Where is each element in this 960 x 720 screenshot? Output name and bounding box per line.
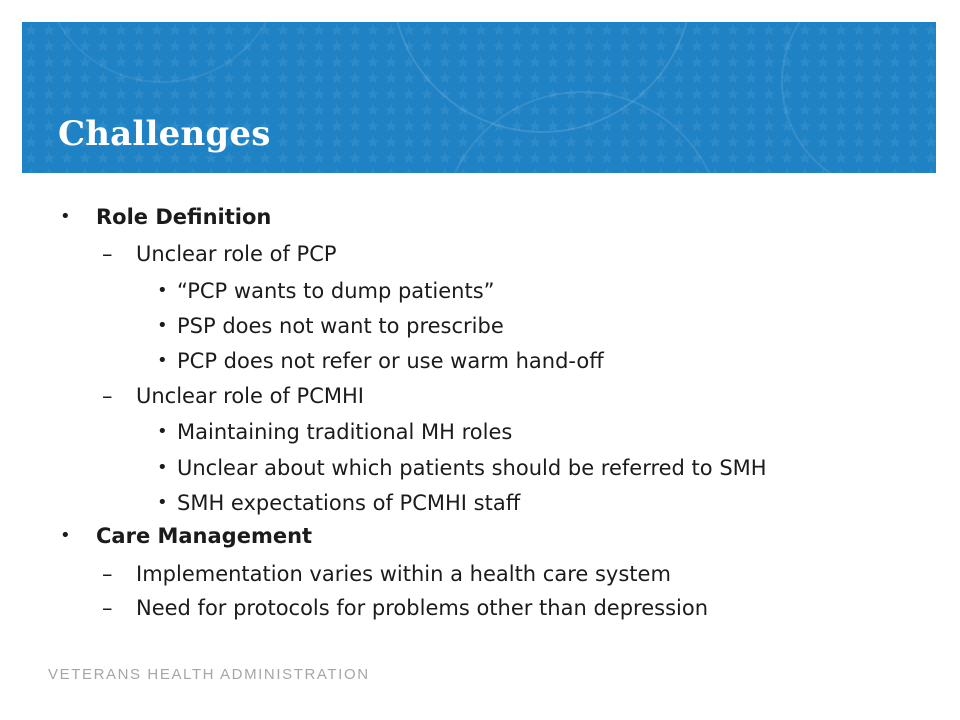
list-item: Unclear about which patients should be referred to SMH <box>177 456 767 480</box>
dash-marker: – <box>102 596 113 620</box>
bullet-dot: • <box>157 492 168 513</box>
subitem-unclear-role-pcmhi: Unclear role of PCMHI <box>136 384 364 408</box>
list-item: “PCP wants to dump patients” <box>177 279 495 303</box>
bullet-dot: • <box>157 457 168 478</box>
bullet-dot: • <box>157 315 168 336</box>
bullet-dot: • <box>157 421 168 442</box>
subitem-unclear-role-pcp: Unclear role of PCP <box>136 242 337 266</box>
dash-marker: – <box>102 384 113 408</box>
list-item: PCP does not refer or use warm hand-off <box>177 349 604 373</box>
bullet-dot: • <box>157 350 168 371</box>
list-item: PSP does not want to prescribe <box>177 314 504 338</box>
dash-marker: – <box>102 242 113 266</box>
subitem-protocols: Need for protocols for problems other than depression <box>136 596 709 620</box>
dash-marker: – <box>102 562 113 586</box>
bullet-role-definition: Role Definition <box>96 205 272 229</box>
bullet-care-management: Care Management <box>96 524 313 548</box>
slide-title: Challenges <box>58 114 271 154</box>
subitem-implementation: Implementation varies within a health care system <box>136 562 671 586</box>
footer-organization: VETERANS HEALTH ADMINISTRATION <box>48 666 370 683</box>
bullet-dot: • <box>60 206 71 227</box>
list-item: Maintaining traditional MH roles <box>177 420 513 444</box>
bullet-dot: • <box>60 525 71 546</box>
bullet-dot: • <box>157 280 168 301</box>
list-item: SMH expectations of PCMHI staff <box>177 491 521 515</box>
